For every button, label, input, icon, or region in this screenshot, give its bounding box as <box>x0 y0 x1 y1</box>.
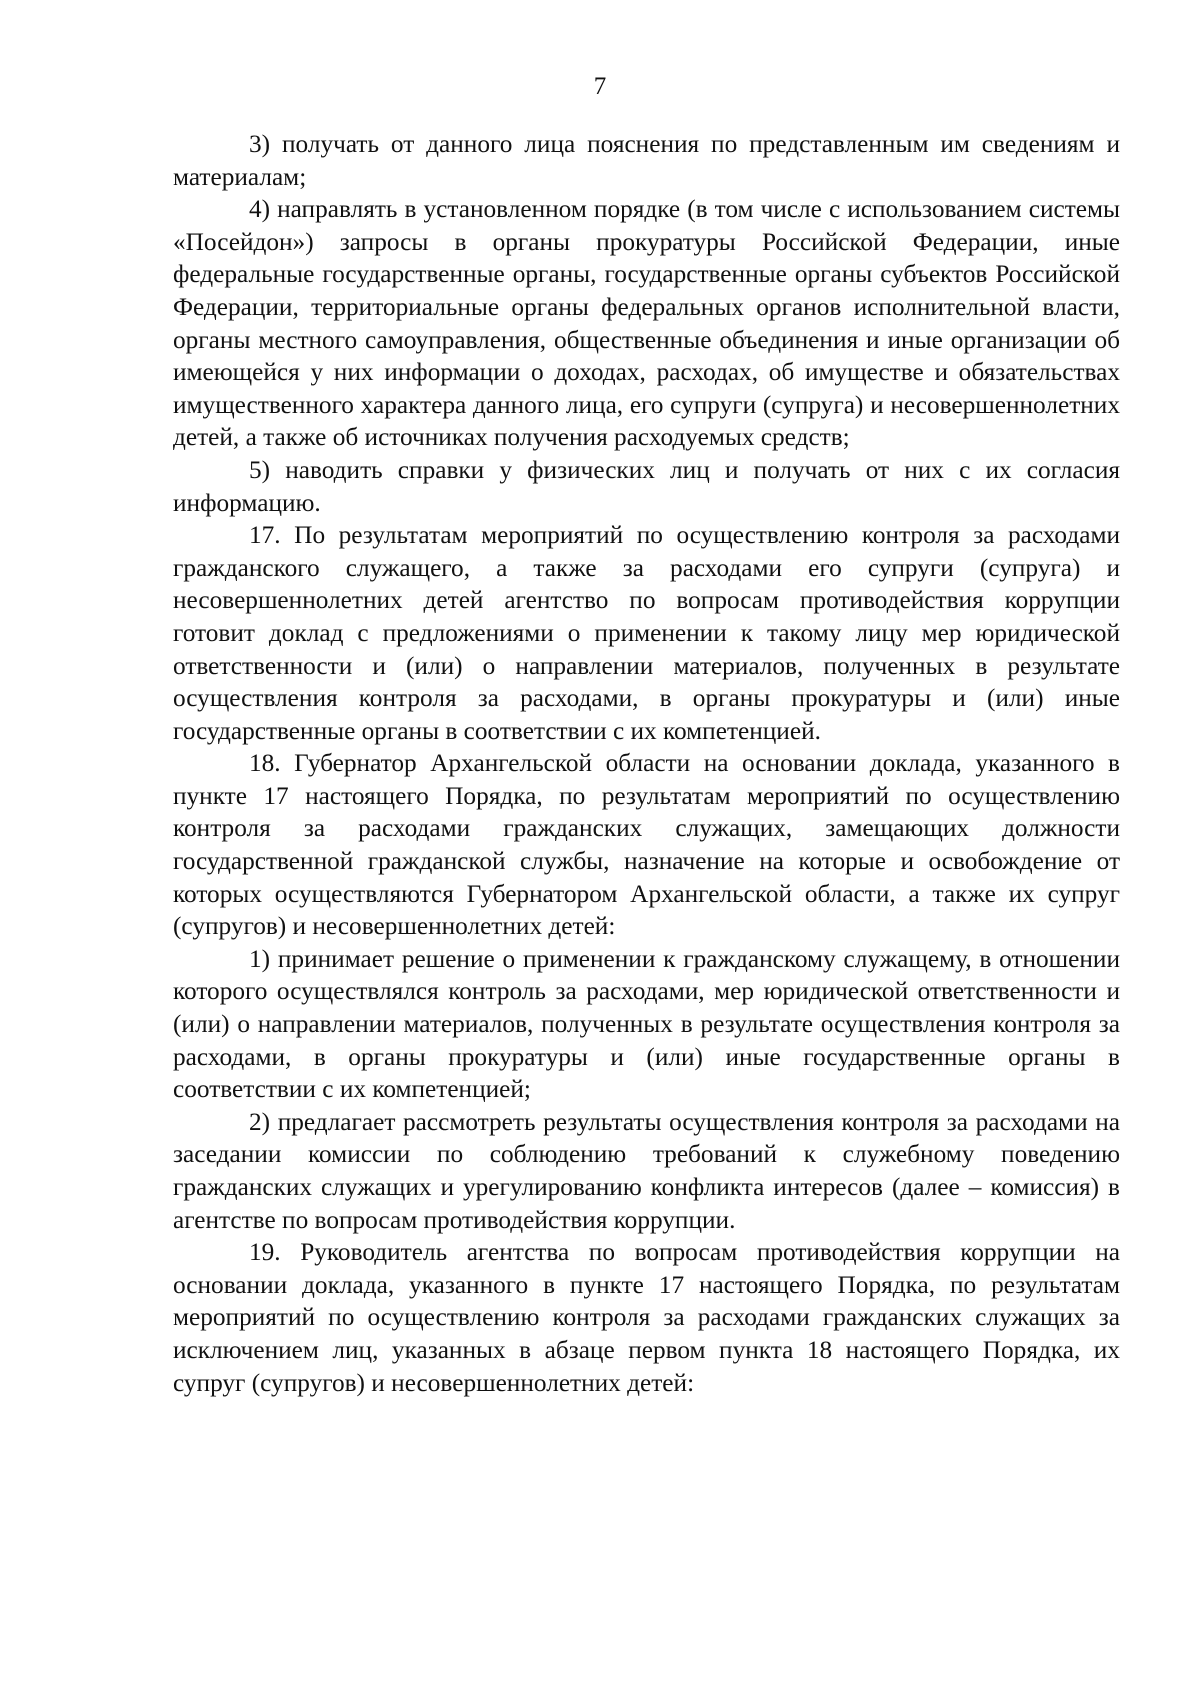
paragraph-item-5: 5) наводить справки у физических лиц и получать от них с их согласия информацию. <box>173 455 1120 517</box>
document-body <box>173 128 1120 1399</box>
paragraph-item-3: 3) получать от данного лица пояснения по представленным им сведениям и материалам; <box>173 130 1120 191</box>
paragraph-point-19: 19. Руководитель агентства по вопросам противодействия коррупции на основании доклада, указанного в пункте 17 настоящего Порядка, по результатам мероприятий по осуществлению контроля за расходами гражданских служащих за исключением лиц, указанных в абзаце первом пункта 18 настоящего Порядка, их супруг (супругов) и несовершеннолетних детей: <box>173 1238 1120 1397</box>
paragraph-point-18: 18. Губернатор Архангельской области на основании доклада, указанного в пункте 17 настоящего Порядка, по результатам мероприятий по осуществлению контроля за расходами гражданских служащих, замещающих должности государственной гражданской службы, назначение на которые и освобождение от которых осуществляются Губернатором Архангельской области, а также их супруг (супругов) и несовершеннолетних детей: <box>173 749 1120 941</box>
paragraph-point-17: 17. По результатам мероприятий по осуществлению контроля за расходами гражданского служащего, а также за расходами его супруги (супруга) и несовершеннолетних детей агентство по вопросам противодействия коррупции готовит доклад с предложениями о применении к такому лицу мер юридической ответственности и (или) о направлении материалов, полученных в результате осуществления контроля за расходами, в органы прокуратуры и (или) иные государственные органы в соответствии с их компетенцией. <box>173 521 1120 745</box>
page-number: 7 <box>593 73 607 100</box>
paragraph-item-4: 4) направлять в установленном порядке (в том числе с использованием системы «Посейдон») запросы в органы прокуратуры Российской Федерации, иные федеральные государственные органы, государственные органы субъектов Российской Федерации, территориальные органы федеральных органов исполнительной власти, органы местного самоуправления, общественные объединения и иные организации об имеющейся у них информации о доходах, расходах, об имуществе и обязательствах имущественного характера данного лица, его супруги (супруга) и несовершеннолетних детей, а также об источниках получения расходуемых средств; <box>173 195 1120 452</box>
paragraph-point-18-item-1: 1) принимает решение о применении к гражданскому служащему, в отношении которого осуществлялся контроль за расходами, мер юридической ответственности и (или) о направлении материалов, полученных в результате осуществления контроля за расходами, в органы прокуратуры и (или) иные государственные органы в соответствии с их компетенцией; <box>173 944 1120 1104</box>
paragraph-point-18-item-2: 2) предлагает рассмотреть результаты осуществления контроля за расходами на заседании комиссии по соблюдению требований к служебному поведению гражданских служащих и урегулированию конфликта интересов (далее – комиссия) в агентстве по вопросам противодействия коррупции. <box>173 1107 1120 1234</box>
